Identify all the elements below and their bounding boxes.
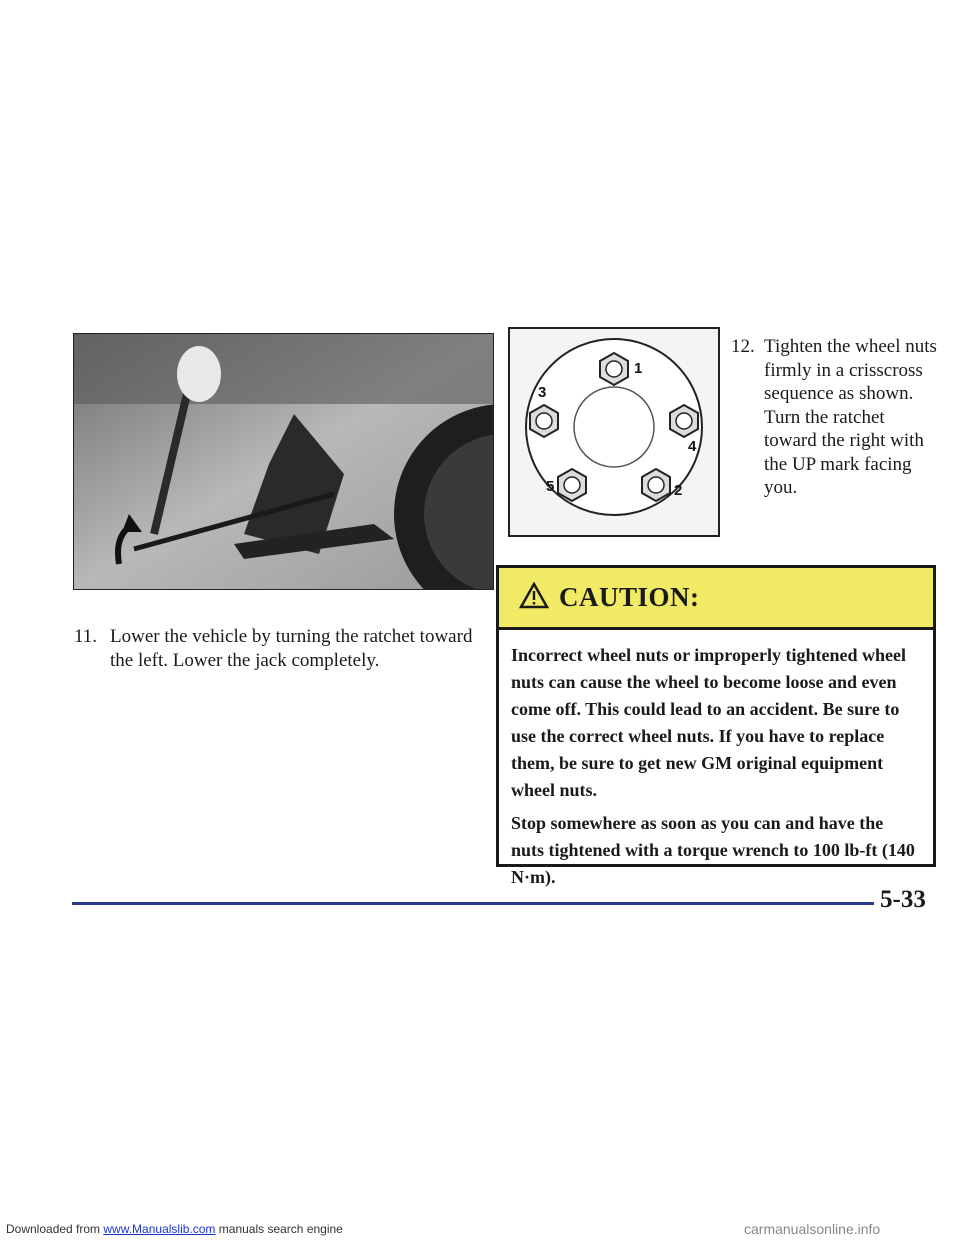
- diagram-label-5: 5: [546, 478, 555, 495]
- diagram-label-3: 3: [538, 384, 547, 401]
- jack-photo: [73, 333, 494, 590]
- wheel-nut-sequence-diagram: [508, 327, 720, 537]
- step-11-number: 11.: [74, 626, 98, 647]
- step-11-text: Lower the vehicle by turning the ratchet toward the left. Lower the jack completely.: [110, 626, 473, 671]
- wheel-nut-4: [670, 405, 698, 437]
- wheel-nut-5: [558, 469, 586, 501]
- watermark-prefix: Downloaded from: [6, 1222, 104, 1236]
- wheel-nut-3: [530, 405, 558, 437]
- download-watermark: [6, 1222, 343, 1236]
- footer-rule: [72, 902, 874, 905]
- step-12-number: 12.: [731, 336, 755, 357]
- watermark-suffix: manuals search engine: [215, 1222, 343, 1236]
- caution-body: [499, 630, 933, 891]
- site-watermark: carmanualsonline.info: [744, 1221, 881, 1237]
- diagram-label-1: 1: [634, 360, 643, 377]
- warning-triangle-icon: [519, 582, 549, 614]
- step-12-text: Tighten the wheel nuts firmly in a crisscross sequence as shown. Turn the ratchet toward the right with the UP mark facing you.: [764, 336, 937, 498]
- diagram-label-2: 2: [674, 482, 683, 499]
- page-number: 5-33: [880, 886, 926, 913]
- caution-box: [496, 565, 936, 887]
- caution-paragraph-1: Incorrect wheel nuts or improperly tightened wheel nuts can cause the wheel to become loose and even come off. This could lead to an accident. Be sure to use the correct wheel nuts. If you have to replace them, be sure to get new GM original equipment wheel nuts.: [511, 645, 906, 800]
- diagram-label-4: 4: [688, 438, 697, 455]
- step-12: [731, 335, 941, 500]
- caution-header: [499, 568, 933, 630]
- step-11: [74, 625, 494, 673]
- wheel-nut-2: [642, 469, 670, 501]
- caution-title: CAUTION:: [559, 582, 700, 612]
- caution-paragraph-2: Stop somewhere as soon as you can and have the nuts tightened with a torque wrench to 100 lb-ft (140 N·m).: [511, 813, 915, 887]
- wheel-nut-1: [600, 353, 628, 385]
- manualslib-link[interactable]: www.Manualslib.com: [103, 1222, 216, 1236]
